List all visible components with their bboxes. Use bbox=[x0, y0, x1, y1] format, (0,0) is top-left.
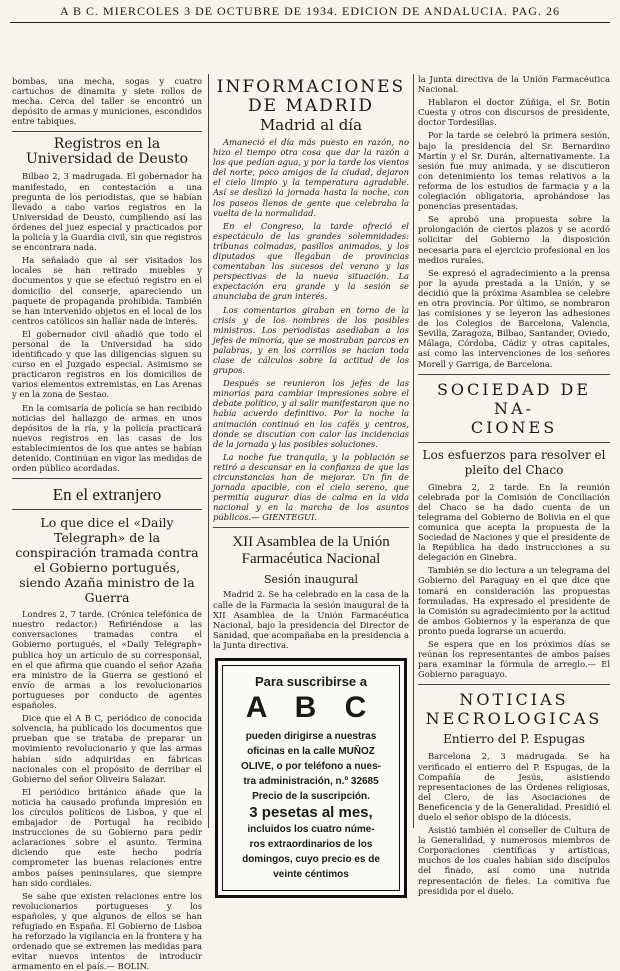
madrid-paragraph: La noche fue tranquila, y la población se retiró a descansar en la confianza de que las circunstancias han de mejorar. Un fin de jornada apacible, con el cielo sereno, que permitía augurar días de calma en la vida nacional y en la marcha de los asuntos públicos.— GIENTEGUI. bbox=[213, 451, 409, 523]
divider bbox=[213, 527, 409, 528]
madrid-paragraph: En el Congreso, la tarde ofreció el espectáculo de las grandes solemnidades: tribunas colmadas, pasillos animados, y los diputados que llegaban de provincias comentaban los sucesos del verano y las perspectivas de la nueva situación. La expectación era grande y la sesión se anunciaba de gran interés. bbox=[213, 220, 409, 302]
column-rule bbox=[208, 74, 209, 828]
informaciones-title: INFORMACIONES bbox=[216, 77, 406, 97]
extranjero-section-title: En el extranjero bbox=[52, 485, 162, 505]
ad-line: Precio de la suscripción. bbox=[252, 791, 370, 803]
col3-paragraph: Se aprobó una propuesta sobre la prolongación de ciertos plazos y se acordó solicitar del Gobierno la disposición necesaria para el ejercicio profesional en los medios rurales. bbox=[418, 214, 610, 265]
ad-abc-logo: A B C bbox=[245, 691, 377, 725]
espugas-paragraph: Asistió también el conseller de Cultura de la Generalidad, y numerosos miembros de Corporaciones científicas y artísticas, muchos de los cuales habían sido discípulos del finado, así como una nutrida representación de fieles. La comitiva fue presidida por el duelo. bbox=[418, 825, 610, 896]
registros-paragraph: Bilbao 2, 3 madrugada. El gobernador ha manifestado, en contestación a una pregunta de los periodistas, que se habían llevado a cabo varios registros en la Universidad de Deusto, cumpliendo así las órdenes del juez especial y practicados por la policía y la Guardia civil, sin que registros se encontrara nada. bbox=[12, 171, 202, 253]
divider bbox=[418, 442, 610, 443]
column-1 bbox=[12, 76, 202, 971]
registros-headline: Registros en la Universidad de Deusto bbox=[25, 136, 189, 168]
ad-heading: Para suscribirse a bbox=[254, 674, 368, 690]
chaco-paragraph: Se espera que en los próximos días se reúnan los representantes de ambos países para examinar la fórmula de arreglo.— El Gobierno paraguayo. bbox=[418, 639, 610, 680]
col3-paragraph: la Junta directiva de la Unión Farmacéutica Nacional. bbox=[418, 74, 610, 95]
espugas-paragraph: Barcelona 2, 3 madrugada. Se ha verificado el entierro del P. Espugas, de la Compañía de Jesús, asistiendo representaciones de las Órdenes religiosas, del Clero, de las Asociaciones de Beneficencia y de la Generalidad. Presidió el duelo el señor obispo de la diócesis. bbox=[418, 751, 610, 822]
registros-paragraph: Ha señalado que al ser visitados los locales se han retirado muebles y documentos y que se efectuó registro en el domicilio del conserje, apareciendo un paquete de propaganda prohibida. También se han intervenido objetos en el local de los centros católicos sin hallar nada de interés. bbox=[12, 255, 202, 326]
chaco-paragraph: También se dio lectura a un telegrama del Gobierno del Paraguay en el que dice que tomará en consideración las propuestas formuladas. Ha expresado el presidente de la Comisión su agradecimiento por la actitud de ambos Gobiernos y la esperanza de que pronto pueda lograrse un acuerdo. bbox=[418, 565, 610, 636]
registros-paragraph: El gobernador civil añadió que todo el personal de la Universidad ha sido identificado y que las diligencias siguen su curso en el Juzgado especial. Asimismo se practicaron registros en los domicilios de varios elementos extremistas, en Las Arenas y en la zona de Sestao. bbox=[12, 328, 202, 400]
col3-paragraph: Se expresó el agradecimiento a la prensa por la ayuda prestada a la Unión, y se decidió que la próxima Asamblea se celebre en otra provincia. Por último, se nombraron las comisiones y se leyeron las adhesiones de los Colegios de Barcelona, Valencia, Sevilla, Zaragoza, Bilbao, Santander, Oviedo, Málaga, Córdoba, Cádiz y otras capitales, así como las intervenciones de los señores Morell y Garriga, de Barcelona. bbox=[418, 267, 610, 369]
ad-line: pueden dirigirse a nuestras bbox=[245, 731, 377, 743]
madrid-paragraph: Después se reunieron los jefes de las minorías para cambiar impresiones sobre el debate político, y al salir manifestaron que no había acuerdo definitivo. Por la noche la animación continuó en los cafés y centros, donde se discutían con calor las incidencias de la jornada y las posibles soluciones. bbox=[213, 378, 409, 449]
ad-price: 3 pesetas al mes, bbox=[249, 804, 373, 822]
daily-paragraph: Dice que el A B C, periódico de conocida solvencia, ha publicado los documentos que prueban que se trataba de preparar un movimiento revolucionario y que las armas habían sido adquiridas en fábricas nacionales con el propósito de derribar el Gobierno del señor Oliveira Salazar. bbox=[12, 713, 202, 784]
ad-line: ros extraordinarios de los bbox=[249, 839, 373, 851]
asamblea-headline: XII Asamblea de la Unión Farmacéutica Nacional bbox=[232, 534, 390, 568]
divider bbox=[12, 131, 202, 132]
ad-line: tra administración, n.º 32685 bbox=[243, 776, 379, 788]
divider bbox=[418, 374, 610, 375]
sesion-inaugural-subtitle: Sesión inaugural bbox=[263, 573, 359, 587]
ad-line: veinte céntimos bbox=[273, 869, 349, 881]
madrid-paragraph: Los comentarios giraban en torno de la crisis y de los nombres de los posibles ministros. Los periodistas asediaban a los jefes de minoría, que se mostraban parcos en palabras, y en los corrillos se hacían toda clase de cálculos sobre la actitud de los grupos. bbox=[213, 304, 409, 376]
divider bbox=[12, 478, 202, 479]
chaco-paragraph: Ginebra 2, 2 tarde. En la reunión celebrada por la Comisión de Conciliación del Chaco se ha dado cuenta de un telegrama del Gobierno de Bolivia en el que comunica que acepta la propuesta de la Sociedad de Naciones y que el presidente de la República ha dado instrucciones a su delegación en Ginebra. bbox=[418, 481, 610, 563]
ad-line: OLIVE, o por teléfono a nues- bbox=[240, 761, 381, 773]
sesion-paragraph: Madrid 2. Se ha celebrado en la casa de la calle de la Farmacia la sesión inaugural de la XII Asamblea de la Unión Farmacéutica Nacional, bajo la presidencia del Director de Sanidad, que acompañaba en la presidencia a la Junta directiva. bbox=[213, 589, 409, 650]
daily-telegraph-headline: Lo que dice el «Daily Telegraph» de la conspiración tramada contra el Gobierno portugués, siendo Azaña ministro de la Guerra bbox=[15, 515, 199, 606]
column-3 bbox=[418, 74, 610, 896]
ad-line: domingos, cuyo precio es de bbox=[242, 854, 380, 866]
column-rule bbox=[413, 74, 414, 828]
registros-paragraph: En la comisaría de policía se han recibido noticias del hallazgo de armas en unos depósitos de la ría, y la policía practicará nuevos registros en las casas de los establecimientos de los que antes se habían detenido. Continúan en vigor las medidas de orden público acordadas. bbox=[12, 402, 202, 474]
naciones-title: CIONES bbox=[470, 417, 558, 437]
daily-paragraph: El periódico británico añade que la noticia ha causado profunda impresión en los círculos políticos de Lisboa, y que el embajador de Portugal ha recibido instrucciones de su Gobierno para pedir aclaraciones sobre el asunto. Termina diciendo que este hecho podría comprometer las buenas relaciones entre ambos países peninsulares, que siempre han sido cordiales. bbox=[12, 786, 202, 888]
subscription-ad bbox=[215, 658, 407, 898]
col3-paragraph: Hablaron el doctor Zúñiga, el Sr. Botín Cuesta y otros con discursos de presidente, doctor Tordesillas. bbox=[418, 97, 610, 128]
madrid-paragraph: Amaneció el día más puesto en razón, no hizo el tiempo otra cosa que dar la razón a los que pedían agua, y por la tarde los vientos del norte, poco amigos de la ciudad, dejaron el cielo limpio y la temperatura agradable. Así se deslizó la jornada hasta la noche, con los paseos llenos de gente que celebraba la vuelta de la normalidad. bbox=[213, 137, 409, 218]
daily-paragraph: Londres 2, 7 tarde. (Crónica telefónica de nuestro redactor.) Refiriéndose a las conversaciones tramadas contra el Gobierno portugués, el «Daily Telegraph» publica hoy un artículo de su corresponsal, en el que afirma que cuando el señor Azaña era ministro de la Guerra se gestionó el envío de armas a los revolucionarios portugueses por conducto de agentes españoles. bbox=[12, 609, 202, 711]
header-rule bbox=[10, 22, 610, 23]
ad-line: incluidos los cuatro núme- bbox=[247, 824, 375, 836]
col3-paragraph: Por la tarde se celebró la primera sesión, bajo la presidencia del Sr. Bernardino Martín y el Sr. Durán, alternativamente. La sesión fue muy animada, y se discutieron con detenimiento los temas relativos a la reforma de los estudios de farmacia y a la colegiación obligatoria, aprobándose las ponencias presentadas. bbox=[418, 130, 610, 212]
daily-paragraph: Se sabe que existen relaciones entre los revolucionarios portugueses y los españoles, y que algunos de ellos se han refugiado en España. El Gobierno de Lisboa ha reforzado la vigilancia en la frontera y ha ordenado que se extremen las medidas para evitar nuevos intentos de introducir armamento en el país.— BOLIN. bbox=[12, 890, 202, 971]
noticias-title: NOTICIAS bbox=[459, 690, 569, 710]
necrologicas-title: NECROLOGICAS bbox=[425, 709, 603, 729]
ad-line: oficinas en la calle MUÑOZ bbox=[247, 746, 375, 758]
page-header: A B C. MIERCOLES 3 DE OCTUBRE DE 1934. EDICION DE ANDALUCIA. PAG. 26 bbox=[60, 4, 560, 18]
divider bbox=[418, 684, 610, 685]
chaco-headline: Los esfuerzos para resolver el pleito del Chaco bbox=[422, 447, 606, 477]
de-madrid-title: DE MADRID bbox=[248, 96, 374, 116]
col1-intro: bombas, una mecha, sogas y cuatro cartuchos de dinamita y siete rollos de mecha. Cerca del taller se encontró un depósito de armas y municiones, escondidos entre tabiques. bbox=[12, 76, 202, 127]
madrid-al-dia-subtitle: Madrid al día bbox=[259, 116, 363, 134]
sociedad-title: SOCIEDAD DE NA- bbox=[436, 379, 592, 418]
espugas-headline: Entierro del P. Espugas bbox=[443, 732, 585, 747]
column-2 bbox=[213, 74, 409, 881]
divider bbox=[12, 509, 202, 510]
